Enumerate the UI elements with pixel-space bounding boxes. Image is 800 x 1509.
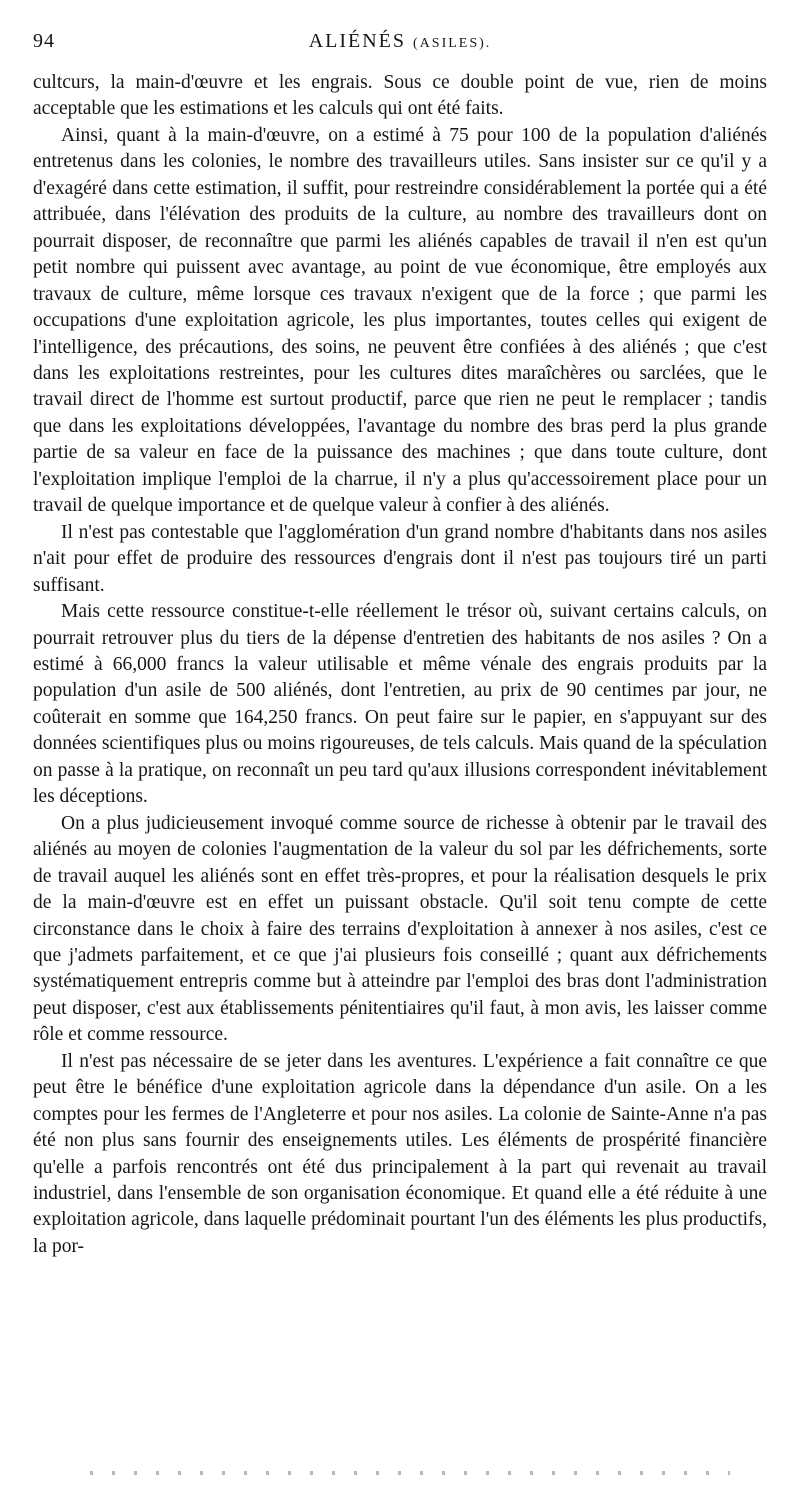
paragraph: Il n'est pas contestable que l'agglomération d'un grand nombre d'habitants dans nos asiles n'ait pour effet de produire des ressources d'engrais dont il n'est pas toujours tiré un parti suffisant. [33, 521, 767, 596]
page-number: 94 [33, 30, 55, 52]
body-text [33, 70, 767, 1260]
paragraph: Mais cette ressource constitue-t-elle réellement le trésor où, suivant certains calculs, on pourrait retrouver plus du tiers de la dépense d'entretien des habitants de nos asiles ? On a estimé à 66,000 francs la valeur utilisable et même vénale des engrais produits par la population d'un asile de 500 aliénés, dont l'entretien, au prix de 90 centimes par jour, ne coûterait en somme que 164,250 francs. On peut faire sur le papier, en s'appuyant sur des données scientifiques plus ou moins rigoureuses, de tels calculs. Mais quand de la spéculation on passe à la pratique, on reconnaît un peu tard qu'aux illusions correspondent inévitablement les déceptions. [33, 601, 767, 808]
running-title-sub: (ASILES). [413, 36, 492, 51]
running-title-main: ALIÉNÉS [308, 30, 407, 52]
paragraph: Il n'est pas nécessaire de se jeter dans les aventures. L'expérience a fait connaître ce que peut être le bénéfice d'une exploitation agricole dans la dépendance d'un asile. On a les comptes pour les fermes de l'Angleterre et pour nos asiles. La colonie de Sainte-Anne n'a pas été non plus sans fournir des enseignements utiles. Les éléments de prospérité financière qu'elle a parfois rencontrés ont été dus principalement à la part qui revenait au travail industriel, dans l'ensemble de son organisation économique. Et quand elle a été réduite à une exploitation agricole, dans laquelle prédominait pourtant l'un des éléments les plus productifs, la por- [33, 1050, 767, 1257]
paragraph: On a plus judicieusement invoqué comme source de richesse à obtenir par le travail des aliénés au moyen de colonies l'augmentation de la valeur du sol par les défrichements, sorte de travail auquel les aliénés sont en effet très-propres, et pour la réalisation desquels le prix de la main-d'œuvre est en effet un puissant obstacle. Qu'il soit tenu compte de cette circonstance dans le choix à faire des terrains d'exploitation à annexer à nos asiles, c'est ce que j'admets parfaitement, et ce que j'ai plusieurs fois conseillé ; quant aux défrichements systématiquement entrepris comme but à atteindre par l'emploi des bras dont l'administration peut disposer, c'est aux établissements pénitentiaires qu'il faut, à mon avis, les laisser comme rôle et comme ressource. [33, 812, 767, 1046]
paragraph: Ainsi, quant à la main-d'œuvre, on a estimé à 75 pour 100 de la population d'aliénés entretenus dans les colonies, le nombre des travailleurs utiles. Sans insister sur ce qu'il y a d'exagéré dans cette estimation, il suffit, pour restreindre considérablement la portée qui a été attribuée, dans l'élévation des produits de la culture, au nombre des travailleurs dont on pourrait disposer, de reconnaître que parmi les aliénés capables de travail il n'en est qu'un petit nombre qui puissent avec avantage, au point de vue économique, être employés aux travaux de culture, même lorsque ces travaux n'exigent que de la force ; que parmi les occupations d'une exploitation agricole, les plus importantes, toutes celles qui exigent de l'intelligence, des précautions, des soins, ne peuvent être confiées à des aliénés ; que c'est dans les exploitations restreintes, pour les cultures dites maraîchères ou sarclées, que le travail direct de l'homme est surtout productif, parce que rien ne peut le remplacer ; tandis que dans les exploitations développées, l'avantage du nombre des bras perd la plus grande partie de sa valeur en face de la puissance des machines ; que dans toute culture, dont l'exploitation implique l'emploi de la charrue, il n'y a plus qu'accessoirement place pour un travail de quelque importance et de quelque valeur à confier à des aliénés. [33, 124, 767, 517]
running-head [33, 30, 767, 60]
running-title [33, 30, 767, 53]
scan-margin-marks [90, 1471, 730, 1475]
paragraph-continued: cultcurs, la main-d'œuvre et les engrais. Sous ce double point de vue, rien de moins acceptable que les estimations et les calculs qui ont été faits. [33, 72, 767, 120]
